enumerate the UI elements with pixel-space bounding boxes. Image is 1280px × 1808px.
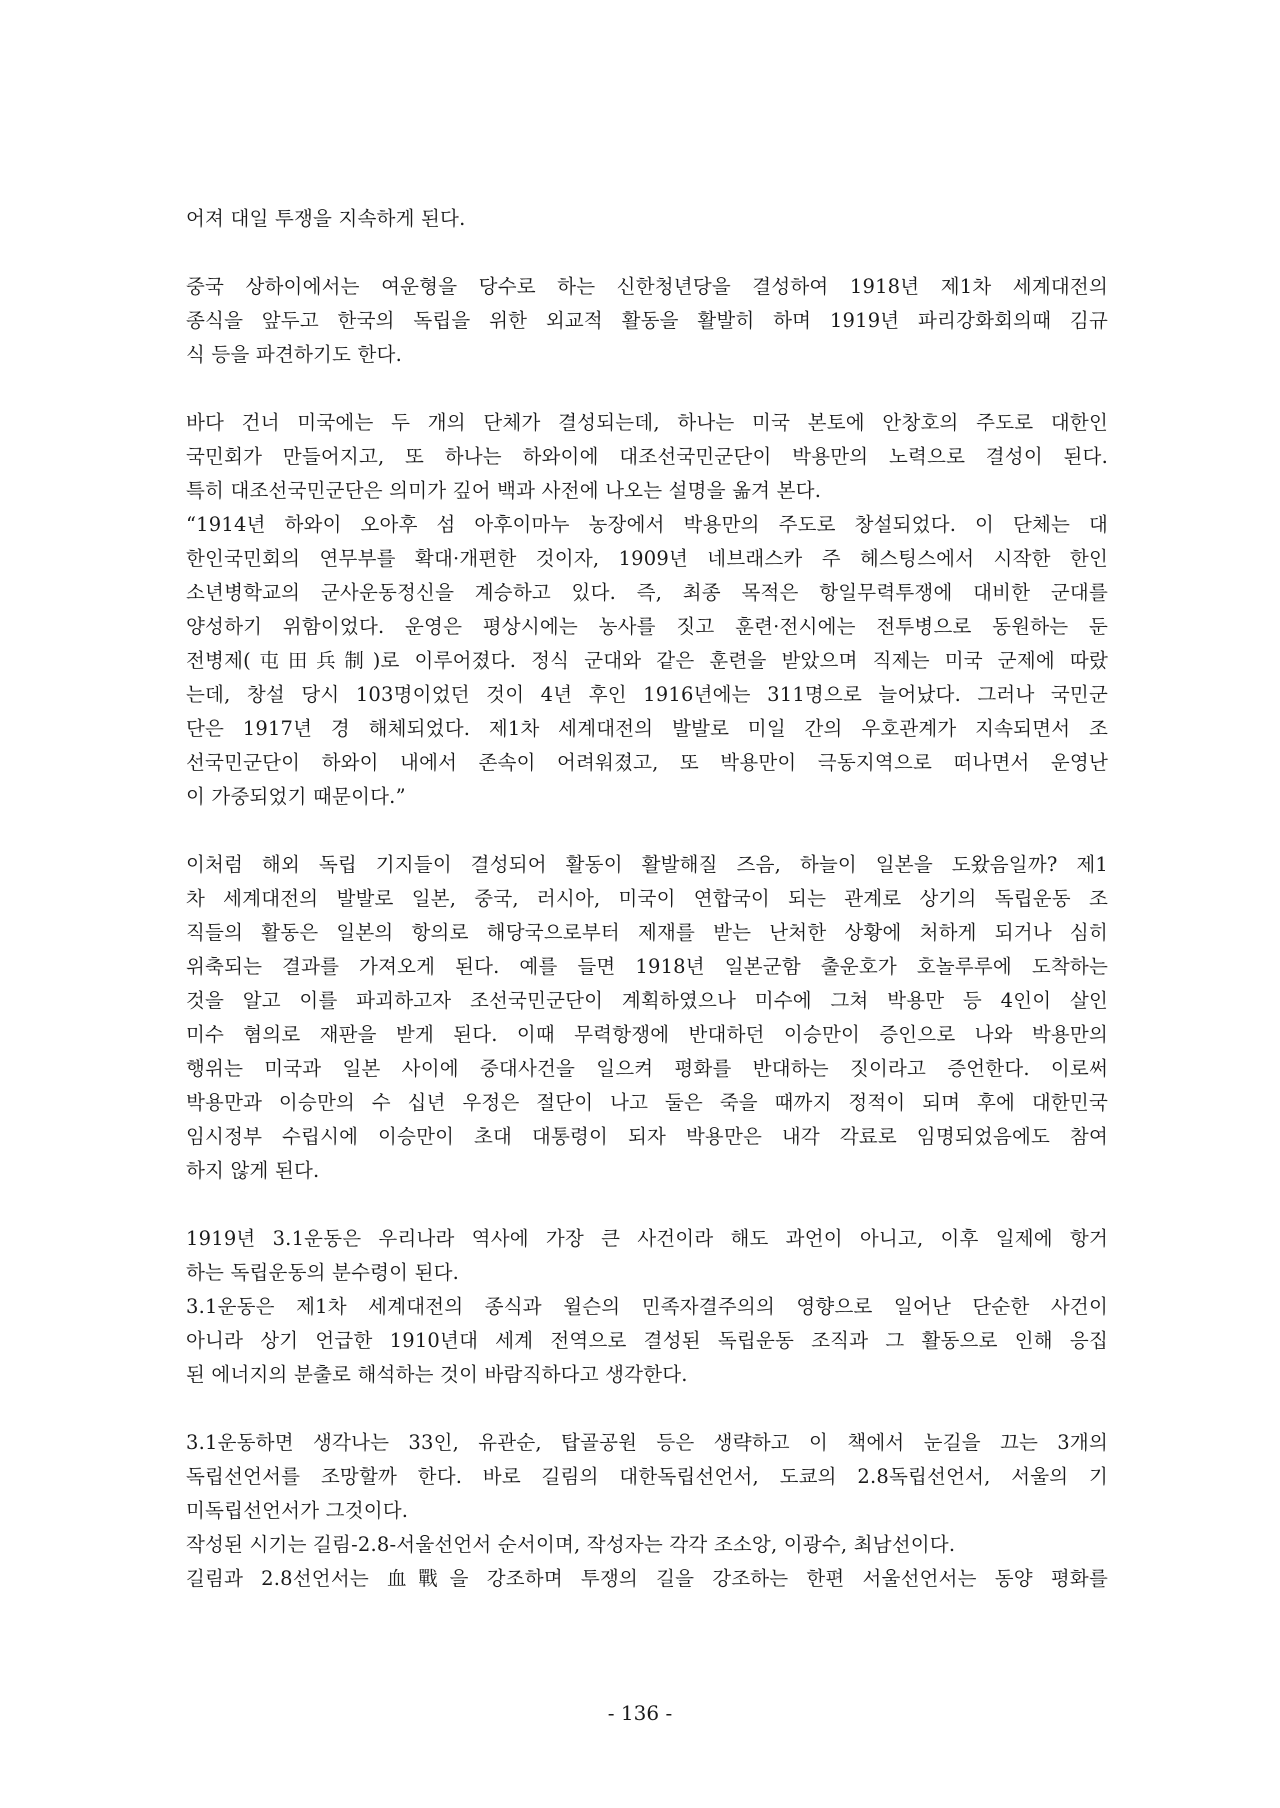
text-line: 독립선언서를 조망할까 한다. 바로 길림의 대한독립선언서, 도쿄의 2.8독립선언서, 서울의 기 [186, 1465, 1108, 1488]
paragraph [186, 202, 1108, 236]
quote-line: 이 가중되었기 때문이다.” [186, 785, 406, 808]
text-line: 미수 혐의로 재판을 받게 된다. 이때 무력항쟁에 반대하던 이승만이 증인으로 나와 박용만의 [186, 1023, 1108, 1046]
paragraph [186, 1426, 1108, 1596]
text-line: 3.1운동하면 생각나는 33인, 유관순, 탑골공원 등은 생략하고 이 책에서 눈길을 끄는 3개의 [186, 1431, 1108, 1454]
text-line: 된 에너지의 분출로 해석하는 것이 바람직하다고 생각한다. [186, 1363, 688, 1386]
quote-line: 한인국민회의 연무부를 확대·개편한 것이자, 1909년 네브래스카 주 헤스팅스에서 시작한 한인 [186, 547, 1108, 570]
text-line: 임시정부 수립시에 이승만이 초대 대통령이 되자 박용만은 내각 각료로 임명되었음에도 참여 [186, 1125, 1108, 1148]
text-line: 국민회가 만들어지고, 또 하나는 하와이에 대조선국민군단이 박용만의 노력으로 결성이 된다. [186, 445, 1108, 468]
quote-line: 전병제(屯田兵制)로 이루어졌다. 정식 군대와 같은 훈련을 받았으며 직제는 미국 군제에 따랐 [186, 649, 1108, 672]
text-line: 중국 상하이에서는 여운형을 당수로 하는 신한청년당을 결성하여 1918년 제1차 세계대전의 [186, 275, 1108, 298]
quote-line: 는데, 창설 당시 103명이었던 것이 4년 후인 1916년에는 311명으로 늘어났다. 그러나 국민군 [186, 683, 1108, 706]
paragraph [186, 1222, 1108, 1392]
text-line: 하지 않게 된다. [186, 1159, 320, 1182]
text-line: 어져 대일 투쟁을 지속하게 된다. [186, 207, 466, 230]
page-body [186, 202, 1108, 1630]
text-line: 길림과 2.8선언서는 血戰을 강조하며 투쟁의 길을 강조하는 한편 서울선언서는 동양 평화를 [186, 1567, 1108, 1590]
text-line: 위축되는 결과를 가져오게 된다. 예를 들면 1918년 일본군함 출운호가 호놀루루에 도착하는 [186, 955, 1108, 978]
text-line: 미독립선언서가 그것이다. [186, 1499, 409, 1522]
paragraph [186, 848, 1108, 1188]
quote-line: 단은 1917년 경 해체되었다. 제1차 세계대전의 발발로 미일 간의 우호관계가 지속되면서 조 [186, 717, 1108, 740]
page-number: - 136 - [607, 1701, 673, 1725]
text-line: 차 세계대전의 발발로 일본, 중국, 러시아, 미국이 연합국이 되는 관계로 상기의 독립운동 조 [186, 887, 1108, 910]
text-line: 하는 독립운동의 분수령이 된다. [186, 1261, 460, 1284]
text-line: 종식을 앞두고 한국의 독립을 위한 외교적 활동을 활발히 하며 1919년 파리강화회의때 김규 [186, 309, 1108, 332]
text-line: 직들의 활동은 일본의 항의로 해당국으로부터 제재를 받는 난처한 상황에 처하게 되거나 심히 [186, 921, 1108, 944]
text-line: 1919년 3.1운동은 우리나라 역사에 가장 큰 사건이라 해도 과언이 아니고, 이후 일제에 항거 [186, 1227, 1108, 1250]
text-line: 것을 알고 이를 파괴하고자 조선국민군단이 계획하였으나 미수에 그쳐 박용만 등 4인이 살인 [186, 989, 1108, 1012]
text-line: 작성된 시기는 길림-2.8-서울선언서 순서이며, 작성자는 각각 조소앙, 이광수, 최남선이다. [186, 1533, 956, 1556]
text-line: 식 등을 파견하기도 한다. [186, 343, 402, 366]
text-line: 박용만과 이승만의 수 십년 우정은 절단이 나고 둘은 죽을 때까지 정적이 되며 후에 대한민국 [186, 1091, 1108, 1114]
quote-line: 소년병학교의 군사운동정신을 계승하고 있다. 즉, 최종 목적은 항일무력투쟁에 대비한 군대를 [186, 581, 1108, 604]
text-line: 특히 대조선국민군단은 의미가 깊어 백과 사전에 나오는 설명을 옮겨 본다. [186, 479, 822, 502]
text-line: 이처럼 해외 독립 기지들이 결성되어 활동이 활발해질 즈음, 하늘이 일본을 도왔음일까? 제1 [186, 853, 1108, 876]
paragraph [186, 406, 1108, 814]
text-line: 바다 건너 미국에는 두 개의 단체가 결성되는데, 하나는 미국 본토에 안창호의 주도로 대한인 [186, 411, 1108, 434]
quote-line: “1914년 하와이 오아후 섬 아후이마누 농장에서 박용만의 주도로 창설되었다. 이 단체는 대 [186, 513, 1108, 536]
paragraph [186, 270, 1108, 372]
text-line: 3.1운동은 제1차 세계대전의 종식과 윌슨의 민족자결주의의 영향으로 일어난 단순한 사건이 [186, 1295, 1108, 1318]
text-line: 아니라 상기 언급한 1910년대 세계 전역으로 결성된 독립운동 조직과 그 활동으로 인해 응집 [186, 1329, 1108, 1352]
text-line: 행위는 미국과 일본 사이에 중대사건을 일으켜 평화를 반대하는 짓이라고 증언한다. 이로써 [186, 1057, 1108, 1080]
quote-line: 선국민군단이 하와이 내에서 존속이 어려워졌고, 또 박용만이 극동지역으로 떠나면서 운영난 [186, 751, 1108, 774]
quote-line: 양성하기 위함이었다. 운영은 평상시에는 농사를 짓고 훈련·전시에는 전투병으로 동원하는 둔 [186, 615, 1108, 638]
